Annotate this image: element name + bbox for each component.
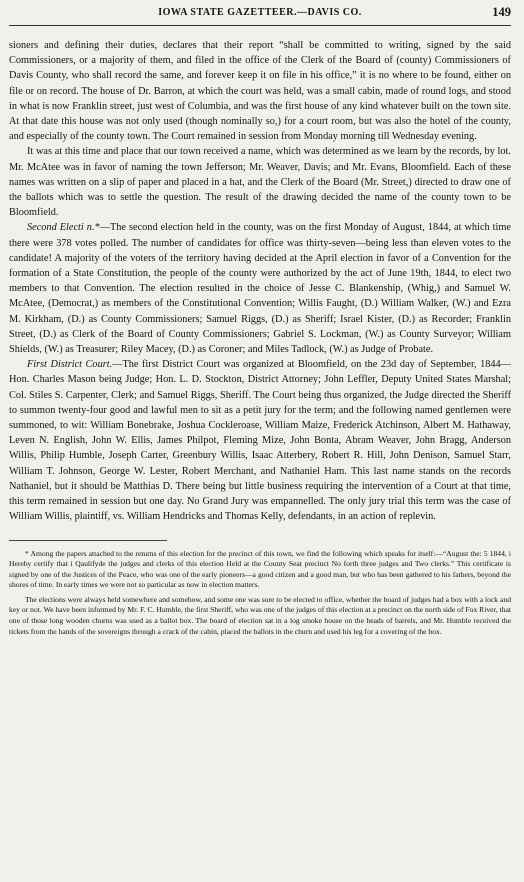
- footnote-divider: [9, 540, 167, 541]
- footnotes: [9, 549, 511, 638]
- paragraph-second-election-text: —The second election held in the county, was on the first Monday of August, 1844, at which time there were 378 votes polled. The number of candidates for office was thirty-seven—being less than eleven votes to the candidate! A majority of the voters of the territory having decided at the April election in favor of a Convention for the formation of a State Constitution, the people of the county were authorized by the act of June 19th, 1844, to elect two members to that Convention. The election resulted in the choice of Jesse C. Blankenship, (Whig,) and Samuel W. McAtee, (Democrat,) as members of the Constitutional Convention; Willis Faught, (D.) William Walker, (W.) and Ezra M. Kirkham, (D.) as County Commissioners; Samuel Riggs, (D.) as Sheriff; Israel Kister, (D.) as Recorder; Franklin Street, (D.) as Clerk of the Board of County Commissioners; Gabriel S. Lockman, (W.) as County Surveyor; William Shields, (W.) as Treasurer; Riley Macey, (D.) as Coroner; and Miles Tadlock, (W.) as Judge of Probate.: [9, 222, 511, 356]
- paragraph-second-election: [9, 220, 511, 357]
- section-title-first-district-court: First District Court.: [27, 359, 113, 371]
- section-title-second-election: Second Electi n.*: [27, 222, 100, 234]
- page-number: 149: [492, 5, 511, 19]
- running-head: IOWA STATE GAZETTEER.—DAVIS CO.: [158, 7, 362, 18]
- paragraph-first-district-court-text: —The first District Court was organized at Bloomfield, on the 23d day of September, 1844—Hon. Charles Mason being Judge; Hon. L. D. Stockton, District Attorney; John Leffler, Deputy United States Marshal; Col. Stiles S. Carpenter, Clerk; and Samuel Riggs, Sheriff. The Court being thus organized, the Judge directed the Sheriff to summon twenty-four good and lawful men to sit as a petit jury for the term; and the following named gentlemen were summoned, to wit: William Bonebrake, Joshua Cockleroase, William Maize, Frederick Atchinson, Albert M. Hathaway, Leven N. English, John W. Ellis, James Philpot, Fleming Mize, John Bonta, Abram Weaver, John Bragg, Anderson Willis, Philip Humble, Joseph Carter, Greenbury Willis, Isaac Atterbery, Robert R. Hill, John Denison, Samuel Starr, William T. Johnson, George W. Lester, Robert Merchant, and Nathaniel Ham. This last name stands on the records Nathaniel, but it should be Matthias D. There being but little business requiring the intervention of a Court at that time, this term remained in session but one day. No Grand Jury was empannelled. The only jury trial this term was the case of William Willis, plaintiff, vs. William Hendricks and Thomas Kelly, defendants, in an action of replevin.: [9, 359, 511, 523]
- footnote-ballot-box: The elections were always held somewhere and somehow, and some one was sure to be elected to office, whether the board of judges had a box with a lock and key or not. We have been informed by Mr. F. C. Humble, the first Sheriff, who was one of the judges of this election at a precinct on the north side of Fox River, that one of those long wooden churns was used as a ballot box. The board of election sat in a log smoke house on the heads of barrels, and Mr. Humble received the tickets from the hands of the sovereigns through a crack of the cabin, placed the ballots in the churn and used his leg for a covering of the box.: [9, 594, 511, 636]
- paragraph-first-district-court: [9, 357, 511, 524]
- body-text: [9, 38, 511, 525]
- page-header: [9, 5, 511, 26]
- paragraph-town-naming: It was at this time and place that our town received a name, which was determined as we learn by the records, by lot. Mr. McAtee was in favor of naming the town Jefferson; Mr. Weaver, Davis; and Mr. Evans, Bloomfield. Each of these names was written on a slip of paper and placed in a hat, and the Clerk of the Board (Mr. Street,) directed to draw one of the ballots which was to settle the question. The result of the drawing decided the name of the county town to be Bloomfield.: [9, 146, 511, 219]
- footnote-ballot-certificate: * Among the papers attached to the returns of this election for the precinct of this town, we find the following which speaks for itself:—“August the: 5 1844, i Hereby certify that i Qaulifyde the judges and clerks of this election Held at the County Seat precinct No forth three judges and Two clerks.” This certificate is signed by one of the Justices of the Peace, who was one of the early pioneers—a good citizen and a good man, but who has been gathered to his fathers, beyond the shores of time. In early times we were not so particular as now in election matters.: [9, 548, 511, 590]
- paragraph-court-records: sioners and defining their duties, declares that their report “shall be committed to writing, signed by the said Commissioners, or a majority of them, and filed in the office of the Clerk of the Board of (county) Commissioners of Davis County, who shall record the same, and forever keep it on file in his office,” it is no where to be found, either on file or on record. The house of Dr. Barron, at which the court was held, was a small cabin, made of round logs, and stood in what is now Franklin street, just west of Columbia, and was the first house of any kind whatever built on the town site. At that date this house was not only used (though nominally so,) for a court room, but was also the hotel of the county, and especially of the county town. The Court remained in session from Monday morning till Wednesday evening.: [9, 40, 511, 143]
